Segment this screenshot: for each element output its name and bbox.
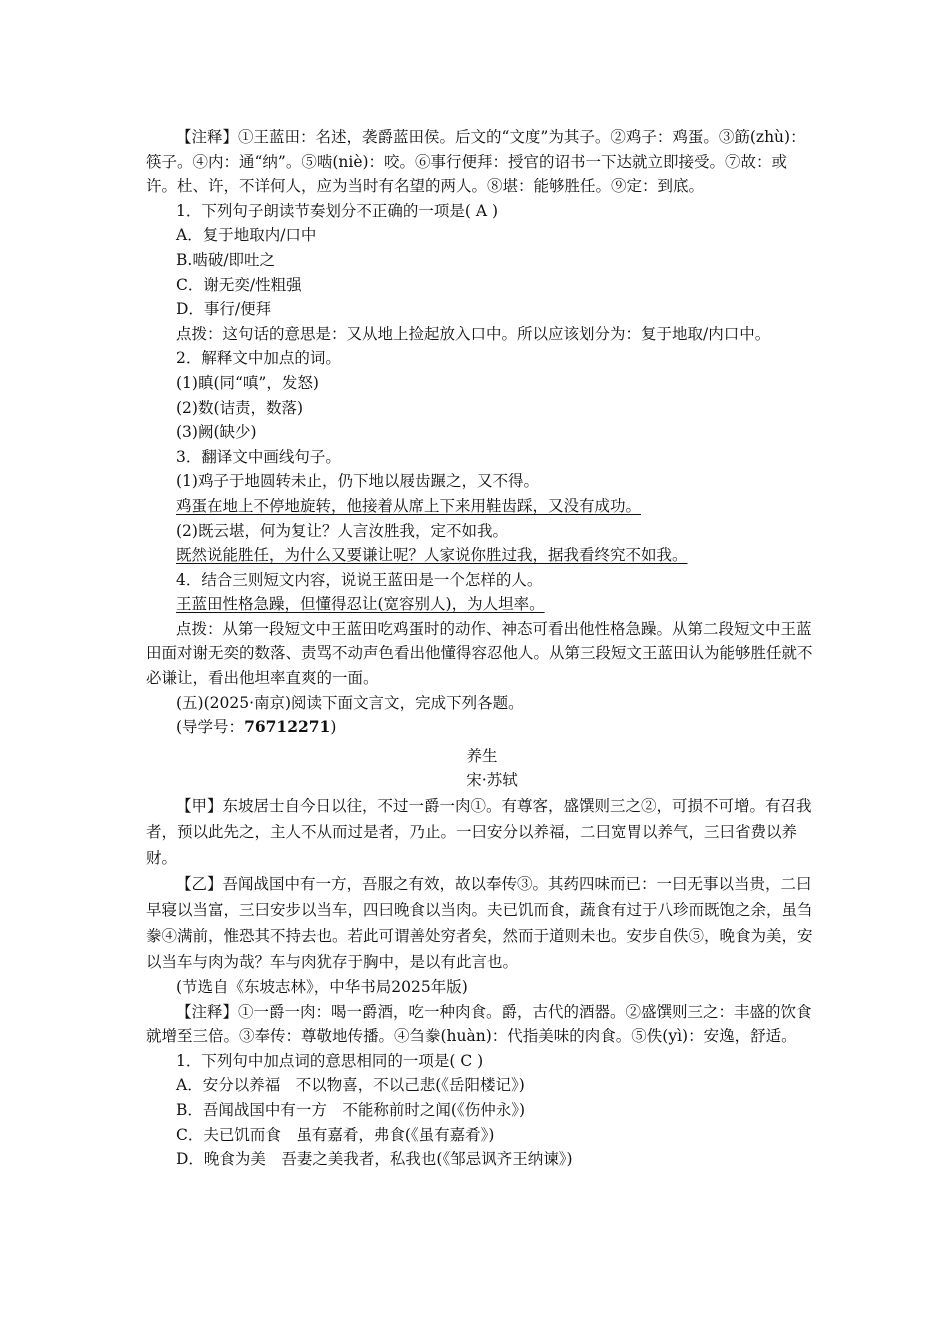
option-c: C．谢无奕/性粗强 <box>176 275 302 294</box>
sentence-2: (2)既云堪，何为复让？人言汝胜我，定不如我。 <box>176 521 508 540</box>
option-b: B.啮破/即吐之 <box>176 250 276 269</box>
answer-line-2 <box>146 543 818 568</box>
guide-label: (导学号： <box>176 718 245 737</box>
guide-close: ) <box>330 718 337 737</box>
annotation-b: 【注释】①一爵一肉：喝一爵酒，吃一种肉食。爵，古代的酒器。②盛馔则三之：丰盛的饮食就增至三倍。③奉传：尊敬地传播。④刍豢(huàn)：代指美味的肉食。⑤佚(yì)：安逸，舒适。 <box>146 1002 812 1046</box>
poem-title: 养生 <box>466 746 498 765</box>
passage-yi: 【乙】吾闻战国中有一方，吾服之有效，故以奉传③。其药四味而已：一曰无事以当贵，二曰早寝以当富，三曰安步以当车，四曰晚食以当肉。夫已饥而食，蔬食有过于八珍而既饱之余，虽刍豢④满前，惟恐其不持去也。若此可谓善处穷者矣，然而于道则未也。安步自佚⑤，晚食为美，安以当车与肉为哉？车与肉犹存于胸中，是以有此言也。 <box>146 875 813 972</box>
answer-line-1 <box>146 494 818 519</box>
b-option-b: B．吾闻战国中有一方 不能称前时之闻(《伤仲永》) <box>176 1101 525 1119</box>
b-question-1: 1．下列句中加点词的意思相同的一项是( C ) <box>176 1051 484 1070</box>
word-item-1: (1)瞋(同“嗔”，发怒) <box>176 373 319 392</box>
translation-1: 鸡蛋在地上不停地旋转，他接着从席上下来用鞋齿踩，又没有成功。 <box>176 496 642 515</box>
question-2: 2．解释文中加点的词。 <box>176 349 341 368</box>
sentence-1: (1)鸡子于地圆转未止，仍下地以屐齿蹍之，又不得。 <box>176 472 539 491</box>
poem-author: 宋·苏轼 <box>466 771 518 790</box>
section-intro: (五)(2025·南京)阅读下面文言文，完成下列各题。 <box>176 693 524 712</box>
question-3: 3．翻译文中画线句子。 <box>176 447 341 466</box>
passage-jia: 【甲】东坡居士自今日以往，不过一爵一肉①。有尊客，盛馔则三之②，可损不可增。有召我者，预以此先之，主人不从而过是者，乃止。一曰安分以养福，二曰宽胃以养气，三曰省费以养财。 <box>146 797 812 868</box>
b-option-a: A．安分以养福 不以物喜，不以己悲(《岳阳楼记》) <box>176 1076 525 1095</box>
source-line: (节选自《东坡志林》，中华书局2025年版) <box>176 978 468 997</box>
hint-1: 点拨：这句话的意思是：又从地上捡起放入口中。所以应该划分为：复于地取/内口中。 <box>176 324 771 343</box>
guide-number: 76712271 <box>244 717 331 737</box>
document-page <box>146 125 818 1172</box>
translation-2: 既然说能胜任，为什么又要谦让呢？人家说你胜过我，据我看终究不如我。 <box>176 546 688 565</box>
word-item-2: (2)数(诘责，数落) <box>176 398 304 417</box>
annotation-paragraph: 【注释】①王蓝田：名述，袭爵蓝田侯。后文的“文度”为其子。②鸡子：鸡蛋。③筯(zhù)：筷子。④内：通“纳”。⑤啮(niè)：咬。⑥事行便拜：授官的诏书一下达就立即接受。⑦故：或许。杜、许，不详何人，应为当时有名望的两人。⑧堪：能够胜任。⑨定：到底。 <box>146 128 806 196</box>
word-item-3: (3)阙(缺少) <box>176 423 257 442</box>
option-d: D．事行/便拜 <box>176 300 272 319</box>
guide-number-line <box>146 715 818 740</box>
b-option-d: D．晚食为美 吾妻之美我者，私我也(《邹忌讽齐王纳谏》) <box>176 1150 573 1169</box>
hint-4: 点拨：从第一段短文中王蓝田吃鸡蛋时的动作、神态可看出他性格急躁。从第二段短文中王蓝田面对谢无奕的数落、责骂不动声色看出他懂得容忍他人。从第三段短文王蓝田认为能够胜任就不必谦让，看出他坦率直爽的一面。 <box>146 619 813 688</box>
question-4: 4．结合三则短文内容，说说王蓝田是一个怎样的人。 <box>176 570 543 589</box>
answer-4: 王蓝田性格急躁，但懂得忍让(宽容别人)，为人坦率。 <box>176 595 545 614</box>
b-option-c: C．夫已饥而食 虽有嘉肴，弗食(《虽有嘉肴》) <box>176 1125 495 1144</box>
question-1: 1．下列句子朗读节奏划分不正确的一项是( A ) <box>176 201 499 220</box>
option-a: A．复于地取内/口中 <box>176 226 317 245</box>
answer-line-4 <box>146 592 818 617</box>
